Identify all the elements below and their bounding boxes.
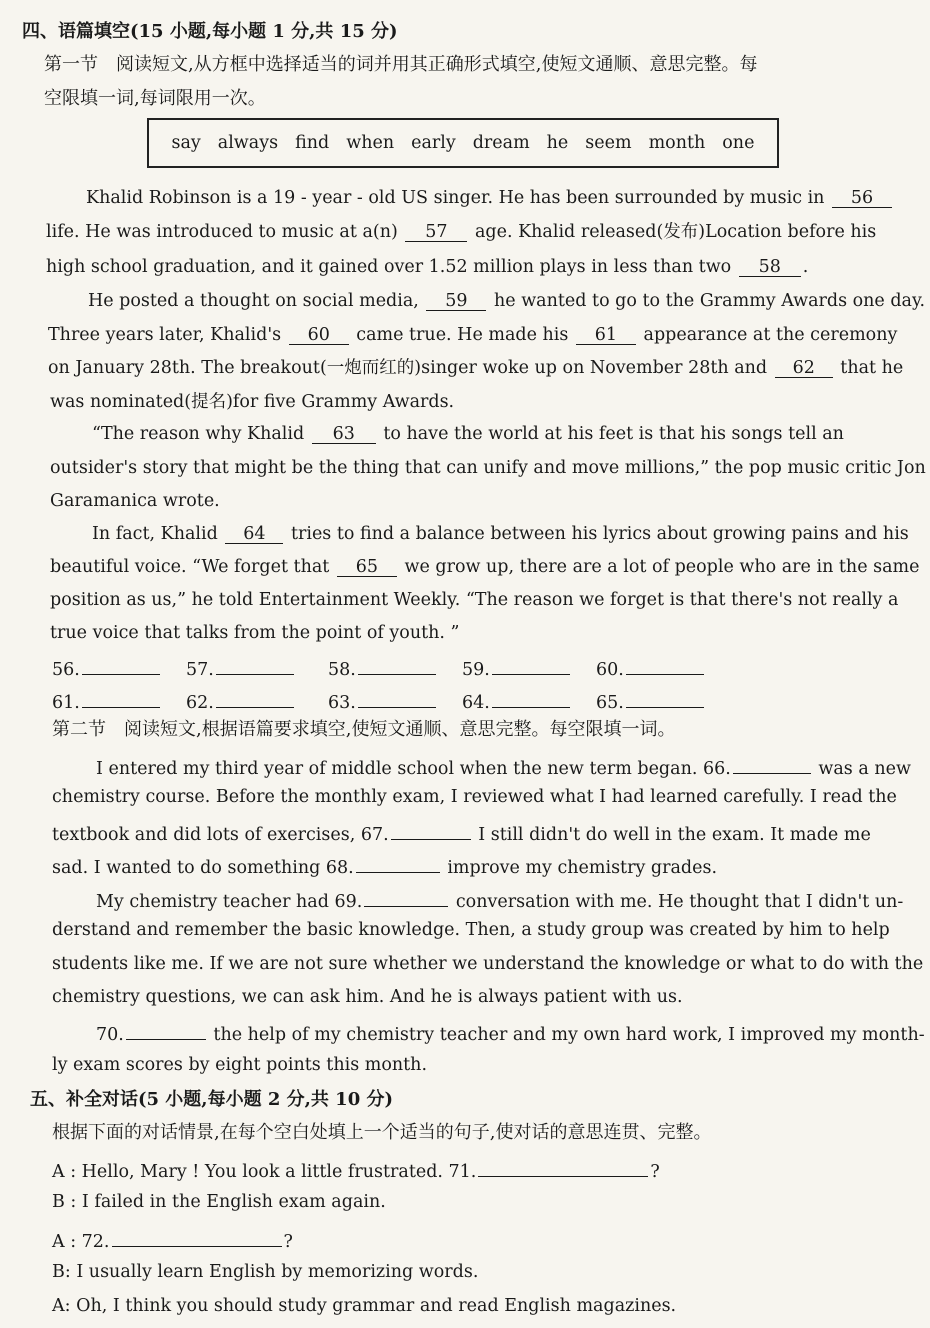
- section4-title: 四、语篇填空(15 小题,每小题 1 分,共 15 分): [22, 21, 398, 42]
- p2-line3: on January 28th. The breakout(一炮而红的)singer woke up on November 28th and 62 that he: [48, 358, 904, 378]
- answer-59: 59.: [462, 653, 572, 682]
- answer-line-57[interactable]: [216, 653, 294, 675]
- blank-63[interactable]: 63: [312, 422, 376, 444]
- answer-line-58[interactable]: [358, 653, 436, 675]
- blank-60[interactable]: 60: [289, 323, 349, 345]
- answer-65: 65.: [596, 686, 706, 715]
- p2-line4: was nominated(提名)for five Grammy Awards.: [50, 392, 455, 412]
- p2-line1: He posted a thought on social media, 59 he wanted to go to the Grammy Awards one day.: [88, 291, 926, 311]
- q2-line3: students like me. If we are not sure whether we understand the knowledge or what to do with the: [52, 954, 924, 974]
- dialog-line3: A : 72. ?: [52, 1225, 293, 1254]
- p3-line1: “The reason why Khalid 63 to have the world at his feet is that his songs tell an: [92, 424, 844, 444]
- q1-line3: textbook and did lots of exercises, 67. I still didn't do well in the exam. It made me: [52, 818, 871, 847]
- word-he: he: [546, 133, 569, 153]
- p4-line2: beautiful voice. “We forget that 65 we grow up, there are a lot of people who are in the same: [50, 557, 920, 577]
- answer-64: 64.: [462, 686, 572, 715]
- blank-67[interactable]: [391, 818, 471, 840]
- p2-line2: Three years later, Khalid's 60 came true. He made his 61 appearance at the ceremony: [48, 325, 898, 345]
- q3-line2: ly exam scores by eight points this month.: [52, 1055, 428, 1075]
- p4-line4: true voice that talks from the point of youth. ”: [50, 623, 460, 643]
- p3-line3: Garamanica wrote.: [50, 491, 220, 511]
- p1-line2: life. He was introduced to music at a(n) 57 age. Khalid released(发布)Location before his: [46, 222, 877, 242]
- blank-65[interactable]: 65: [337, 555, 397, 577]
- answer-line-63[interactable]: [358, 686, 436, 708]
- answer-line-60[interactable]: [626, 653, 704, 675]
- p4-line3: position as us,” he told Entertainment Weekly. “The reason we forget is that there's not really a: [50, 590, 899, 610]
- answer-line-59[interactable]: [492, 653, 570, 675]
- answer-line-62[interactable]: [216, 686, 294, 708]
- answer-line-64[interactable]: [492, 686, 570, 708]
- answer-line-61[interactable]: [82, 686, 160, 708]
- part1-instruction-cont: 空限填一词,每词限用一次。: [44, 88, 266, 109]
- dialog-line2: B : I failed in the English exam again.: [52, 1192, 386, 1212]
- part1-instruction: 第一节 阅读短文,从方框中选择适当的词并用其正确形式填空,使短文通顺、意思完整。每: [44, 54, 758, 75]
- blank-64[interactable]: 64: [225, 522, 283, 544]
- word-find: find: [295, 133, 330, 153]
- section5-title: 五、补全对话(5 小题,每小题 2 分,共 10 分): [30, 1089, 393, 1110]
- p1-line1: Khalid Robinson is a 19 - year - old US singer. He has been surrounded by music in 56: [86, 186, 894, 210]
- blank-69[interactable]: [364, 885, 448, 907]
- q3-line1: 70. the help of my chemistry teacher and my own hard work, I improved my month-: [96, 1018, 925, 1047]
- blank-68[interactable]: [356, 851, 440, 873]
- q2-line4: chemistry questions, we can ask him. And he is always patient with us.: [52, 987, 683, 1007]
- blank-59[interactable]: 59: [426, 289, 486, 311]
- dialog-line1: A : Hello, Mary ! You look a little frustrated. 71. ?: [52, 1155, 660, 1184]
- dialog-line4: B: I usually learn English by memorizing words.: [52, 1262, 479, 1282]
- word-seem: seem: [585, 133, 632, 153]
- word-early: early: [411, 133, 456, 153]
- answer-61: 61.: [52, 686, 162, 715]
- answer-60: 60.: [596, 653, 706, 682]
- word-say: say: [171, 133, 201, 153]
- word-one: one: [722, 133, 755, 153]
- answer-62: 62.: [186, 686, 296, 715]
- blank-62[interactable]: 62: [775, 356, 833, 378]
- answer-63: 63.: [328, 686, 438, 715]
- q1-line2: chemistry course. Before the monthly exam, I reviewed what I had learned carefully. I read the: [52, 787, 897, 807]
- blank-61[interactable]: 61: [576, 323, 636, 345]
- word-when: when: [346, 133, 395, 153]
- part2-instruction: 第二节 阅读短文,根据语篇要求填空,使短文通顺、意思完整。每空限填一词。: [52, 719, 676, 740]
- q2-line1: My chemistry teacher had 69. conversation with me. He thought that I didn't un-: [96, 885, 903, 914]
- q2-line2: derstand and remember the basic knowledge. Then, a study group was created by him to help: [52, 920, 890, 940]
- dialog-line5: A: Oh, I think you should study grammar and read English magazines.: [52, 1296, 677, 1316]
- blank-58[interactable]: 58: [739, 255, 801, 277]
- p1-line3: high school graduation, and it gained over 1.52 million plays in less than two 58 .: [46, 257, 809, 277]
- word-box: [147, 118, 779, 168]
- answer-58: 58.: [328, 653, 438, 682]
- word-month: month: [648, 133, 706, 153]
- blank-70[interactable]: [126, 1018, 206, 1040]
- p4-line1: In fact, Khalid 64 tries to find a balance between his lyrics about growing pains and his: [92, 524, 909, 544]
- blank-66[interactable]: [733, 752, 811, 774]
- blank-71[interactable]: [478, 1155, 648, 1177]
- blank-56[interactable]: 56: [832, 186, 892, 208]
- answer-line-56[interactable]: [82, 653, 160, 675]
- answer-line-65[interactable]: [626, 686, 704, 708]
- word-dream: dream: [472, 133, 530, 153]
- p3-line2: outsider's story that might be the thing that can unify and move millions,” the pop music critic Jon: [50, 458, 926, 478]
- q1-line1: I entered my third year of middle school when the new term began. 66. was a new: [96, 752, 911, 781]
- answer-57: 57.: [186, 653, 296, 682]
- q1-line4: sad. I wanted to do something 68. improve my chemistry grades.: [52, 851, 717, 880]
- blank-72[interactable]: [112, 1225, 282, 1247]
- section5-instruction: 根据下面的对话情景,在每个空白处填上一个适当的句子,使对话的意思连贯、完整。: [52, 1122, 712, 1143]
- word-always: always: [217, 133, 279, 153]
- answer-56: 56.: [52, 653, 162, 682]
- blank-57[interactable]: 57: [405, 220, 467, 242]
